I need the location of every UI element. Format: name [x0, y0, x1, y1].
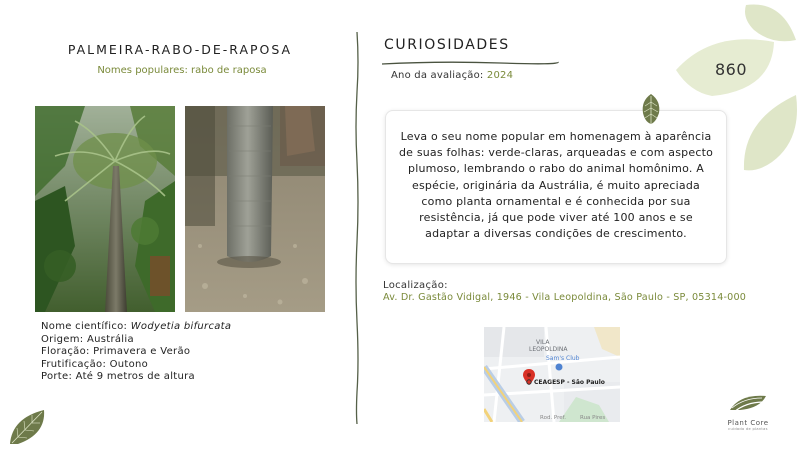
origin-row: Origem: Austrália	[41, 333, 134, 345]
scientific-name: Wodyetia bifurcata	[130, 321, 232, 332]
map-place-label: CEAGESP - São Paulo	[534, 379, 605, 386]
curiosities-heading: CURIOSIDADES	[384, 37, 510, 53]
location-label: Localização:	[383, 280, 448, 291]
map-neighborhood-line2: LEOPOLDINA	[529, 346, 568, 353]
brand-tagline: cuidado de plantas	[728, 427, 768, 431]
location-map[interactable]	[484, 327, 620, 422]
popular-names: Nomes populares: rabo de raposa	[97, 65, 267, 76]
evaluation-year-row	[391, 70, 513, 81]
small-leaf-icon	[640, 93, 662, 125]
heading-underline	[380, 52, 560, 60]
flowering-row: Floração: Primavera e Verão	[41, 346, 191, 358]
evaluation-year-label: Ano da avaliação:	[391, 70, 484, 81]
leaves-decoration	[672, 0, 800, 175]
map-store-label: Sam's Club	[546, 355, 580, 362]
badge-number: 860	[714, 60, 748, 79]
scientific-name-row	[41, 321, 231, 334]
plant-facts	[41, 321, 231, 384]
scientific-name-label: Nome científico:	[41, 321, 128, 332]
map-street-label-2: Rua Pires	[580, 415, 606, 421]
palm-trunk-photo	[185, 106, 325, 312]
column-divider	[354, 32, 360, 424]
brand-name: Plant Core	[727, 419, 769, 427]
palm-canopy-photo	[35, 106, 175, 312]
description-text: Leva o seu nome popular em homenagem à aparência de suas folhas: verde-claras, arqueadas e com aspecto plumoso, lembrando o rabo do animal homônimo. A espécie, originária da Austrália, é muito apreciada como planta ornamental e é conhecida por sua resistência, já que pode viver até 100 anos e se adaptar a diversas condições de crescimento.	[398, 130, 714, 241]
location-address: Av. Dr. Gastão Vidigal, 1946 - Vila Leopoldina, São Paulo - SP, 05314-000	[383, 292, 747, 303]
brand-leaf-icon	[728, 392, 768, 414]
brand-logo	[716, 392, 780, 438]
map-neighborhood-line1: VILA	[536, 339, 550, 346]
evaluation-year-value: 2024	[486, 70, 514, 81]
store-pin-icon	[556, 364, 563, 371]
corner-leaf-icon	[8, 408, 48, 446]
plant-title: PALMEIRA-RABO-DE-RAPOSA	[67, 42, 293, 57]
size-row: Porte: Até 9 metros de altura	[41, 371, 195, 383]
fruiting-row: Frutificação: Outono	[41, 358, 149, 370]
map-street-label: Rod. Pref.	[540, 415, 566, 421]
